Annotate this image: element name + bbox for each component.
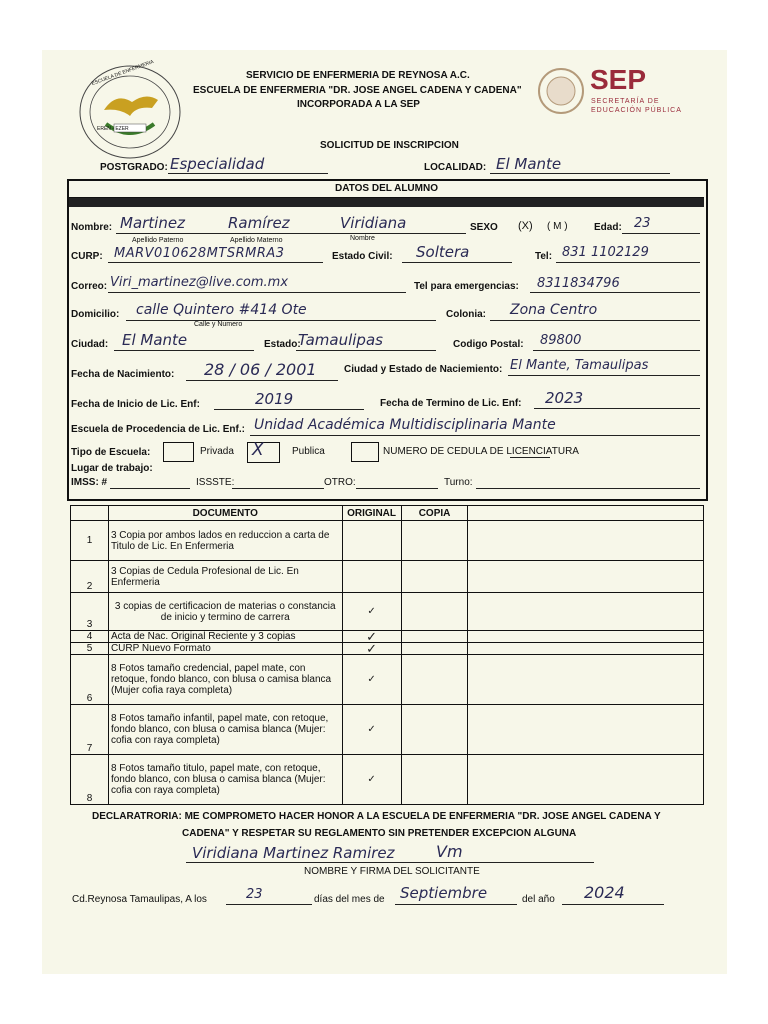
row-original[interactable] [342,561,401,593]
declaration-line-2: CADENA" Y RESPETAR SU REGLAMENTO SIN PRETENDER EXCEPCION ALGUNA [182,828,577,839]
header-line-2: ESCUELA DE ENFERMERIA "DR. JOSE ANGEL CADENA Y CADENA" [193,85,522,96]
row-copia[interactable] [401,705,468,755]
signature-name[interactable]: Viridiana Martinez Ramirez [192,844,395,862]
row-copia[interactable] [401,755,468,805]
inicio-label: Fecha de Inicio de Lic. Enf: [71,399,200,410]
lugar-nac-value[interactable]: El Mante, Tamaulipas [510,358,649,373]
declaration-line-1: DECLARATRORIA: ME COMPROMETO HACER HONOR A LA ESCUELA DE ENFERMERIA "DR. JOSE ANGEL CADENA Y [92,811,661,822]
col-num-header [71,506,109,521]
check-icon[interactable]: ✓ [342,705,401,755]
row-document: 8 Fotos tamaño credencial, papel mate, con retoque, fondo blanco, con blusa o camisa blanca (Mujer cofia raya completa) [108,655,342,705]
table-row [71,561,704,593]
check-icon[interactable]: ✓ [342,593,401,631]
col-original-header: ORIGINAL [342,506,401,521]
signature-mark: Vm [436,842,463,861]
apellido-paterno-caption: Apellido Paterno [132,237,184,244]
table-row [71,593,704,631]
localidad-label: LOCALIDAD: [424,162,487,173]
trabajo-label: Lugar de trabajo: [71,463,153,474]
documents-table [70,505,704,805]
turno-label: Turno: [444,477,473,488]
localidad-value[interactable]: El Mante [496,155,562,173]
anio-label: del año [522,894,555,905]
sexo-label: SEXO [470,222,498,233]
ciudad-label: Ciudad: [71,339,109,350]
domicilio-label: Domicilio: [71,309,120,320]
table-row [71,655,704,705]
correo-value[interactable]: Viri_martinez@live.com.mx [110,275,289,290]
row-extra [468,643,704,655]
cp-label: Codigo Postal: [453,339,524,350]
edad-value[interactable]: 23 [634,216,651,231]
row-document: 8 Fotos tamaño titulo, papel mate, con retoque, fondo blanco, con blusa o camisa blanca (Mujer: cofia con raya completa) [108,755,342,805]
estado-label: Estado: [264,339,301,350]
colonia-value[interactable]: Zona Centro [510,302,598,318]
nombre-caption: Nombre [350,235,375,242]
tel-emergencia-label: Tel para emergencias: [414,281,519,292]
row-document: CURP Nuevo Formato [108,643,342,655]
publica-label: Publica [292,446,325,457]
check-icon[interactable]: ✓ [342,643,401,655]
sexo-f-option[interactable]: (X) [518,220,533,232]
tel-emergencia-value[interactable]: 8311834796 [537,276,620,291]
postgrado-label: POSTGRADO: [100,162,168,173]
sep-sub-2: EDUCACIÓN PÚBLICA [591,107,682,114]
termino-label: Fecha de Termino de Lic. Enf: [380,398,522,409]
apellido-materno-value[interactable]: Ramírez [228,214,290,232]
row-number: 1 [71,521,109,561]
calle-caption: Calle y Numero [194,321,243,328]
curp-label: CURP: [71,251,103,262]
correo-label: Correo: [71,281,108,292]
apellido-materno-caption: Apellido Materno [230,237,283,244]
row-extra [468,705,704,755]
lugar-nac-label: Ciudad y Estado de Naciemiento: [344,364,503,375]
termino-value[interactable]: 2023 [545,389,584,407]
section-bar [69,198,704,207]
otro-label: OTRO: [324,477,356,488]
row-document: 3 copias de certificacion de materias o constancia de inicio y termino de carrera [108,593,342,631]
header-line-1: SERVICIO DE ENFERMERIA DE REYNOSA A.C. [246,70,470,81]
row-copia[interactable] [401,521,468,561]
fecha-nac-value[interactable]: 28 / 06 / 2001 [204,360,317,379]
col-documento-header: DOCUMENTO [108,506,342,521]
inicio-value[interactable]: 2019 [255,390,294,408]
escuela-label: Escuela de Procedencia de Lic. Enf.: [71,424,245,435]
sep-sub-1: SECRETARÍA DE [591,98,660,105]
table-row [71,705,704,755]
privada-label: Privada [200,446,234,457]
row-number: 5 [71,643,109,655]
nombre-label: Nombre: [71,222,113,233]
header-line-3: INCORPORADA A LA SEP [297,99,420,110]
nombre-value[interactable]: Viridiana [340,214,407,232]
row-copia[interactable] [401,655,468,705]
day-value[interactable]: 23 [246,887,263,902]
mes-label: días del mes de [314,894,385,905]
col-copia-header: COPIA [401,506,468,521]
table-row [71,521,704,561]
row-document: 3 Copia por ambos lados en reduccion a carta de Titulo de Lic. En Enfermeria [108,521,342,561]
check-icon[interactable]: ✓ [342,755,401,805]
school-seal-logo [76,62,184,162]
row-document: Acta de Nac. Original Reciente y 3 copias [108,631,342,643]
row-extra [468,593,704,631]
cedula-checkbox[interactable] [351,442,379,462]
row-document: 3 Copias de Cedula Profesional de Lic. En Enfermeria [108,561,342,593]
postgrado-value[interactable]: Especialidad [170,155,265,173]
row-original[interactable] [342,521,401,561]
colonia-label: Colonia: [446,309,486,320]
row-document: 8 Fotos tamaño infantil, papel mate, con retoque, fondo blanco, con blusa o camisa blanca (Mujer: cofia con raya completa) [108,705,342,755]
logo-band-text: EREN - EZER [97,126,129,132]
row-extra [468,755,704,805]
logo-ring-text: ESCUELA DE ENFERMERIA [90,58,155,88]
estado-value[interactable]: Tamaulipas [298,331,383,349]
mexico-seal-icon [536,66,586,116]
sexo-m-option[interactable]: ( M ) [547,221,568,232]
check-icon[interactable]: ✓ [342,631,401,643]
row-number: 6 [71,655,109,705]
place-label: Cd.Reynosa Tamaulipas, A los [72,894,207,905]
escuela-value[interactable]: Unidad Académica Multidisciplinaria Mante [254,417,556,433]
row-number: 7 [71,705,109,755]
row-extra [468,521,704,561]
ciudad-value[interactable]: El Mante [122,331,188,349]
year-value[interactable]: 2024 [584,883,625,902]
estado-civil-value[interactable]: Soltera [416,243,470,261]
cp-value[interactable]: 89800 [540,333,582,348]
col-extra-header [468,506,704,521]
tel-value[interactable]: 831 1102129 [562,245,649,260]
form-title: SOLICITUD DE INSCRIPCION [320,140,459,151]
row-extra [468,561,704,593]
section-title: DATOS DEL ALUMNO [69,181,704,198]
privada-checkbox[interactable] [163,442,194,462]
estado-civil-label: Estado Civil: [332,251,393,262]
domicilio-value[interactable]: calle Quintero #414 Ote [136,302,307,318]
row-number: 8 [71,755,109,805]
fecha-nac-label: Fecha de Nacimiento: [71,369,175,380]
row-extra [468,631,704,643]
row-copia[interactable] [401,593,468,631]
publica-mark: X [252,440,264,460]
tipo-label: Tipo de Escuela: [71,447,151,458]
row-number: 3 [71,593,109,631]
table-row [71,643,704,655]
row-number: 2 [71,561,109,593]
table-row [71,631,704,643]
signature-caption: NOMBRE Y FIRMA DEL SOLICITANTE [304,866,480,877]
apellido-paterno-value[interactable]: Martinez [120,214,185,232]
row-number: 4 [71,631,109,643]
row-copia[interactable] [401,631,468,643]
month-value[interactable]: Septiembre [400,884,488,902]
row-extra [468,655,704,705]
cedula-label: NUMERO DE CEDULA DE LICENCIATURA [383,446,579,457]
edad-label: Edad: [594,222,622,233]
issste-label: ISSSTE: [196,477,235,488]
check-icon[interactable]: ✓ [342,655,401,705]
tel-label: Tel: [535,251,553,262]
row-copia[interactable] [401,561,468,593]
table-row [71,755,704,805]
documents-header-row [71,506,704,521]
curp-value[interactable]: MARV010628MTSRMRA3 [114,246,285,261]
row-copia[interactable] [401,643,468,655]
imss-label: IMSS: # [71,477,108,488]
sep-brand: SEP [590,64,647,95]
